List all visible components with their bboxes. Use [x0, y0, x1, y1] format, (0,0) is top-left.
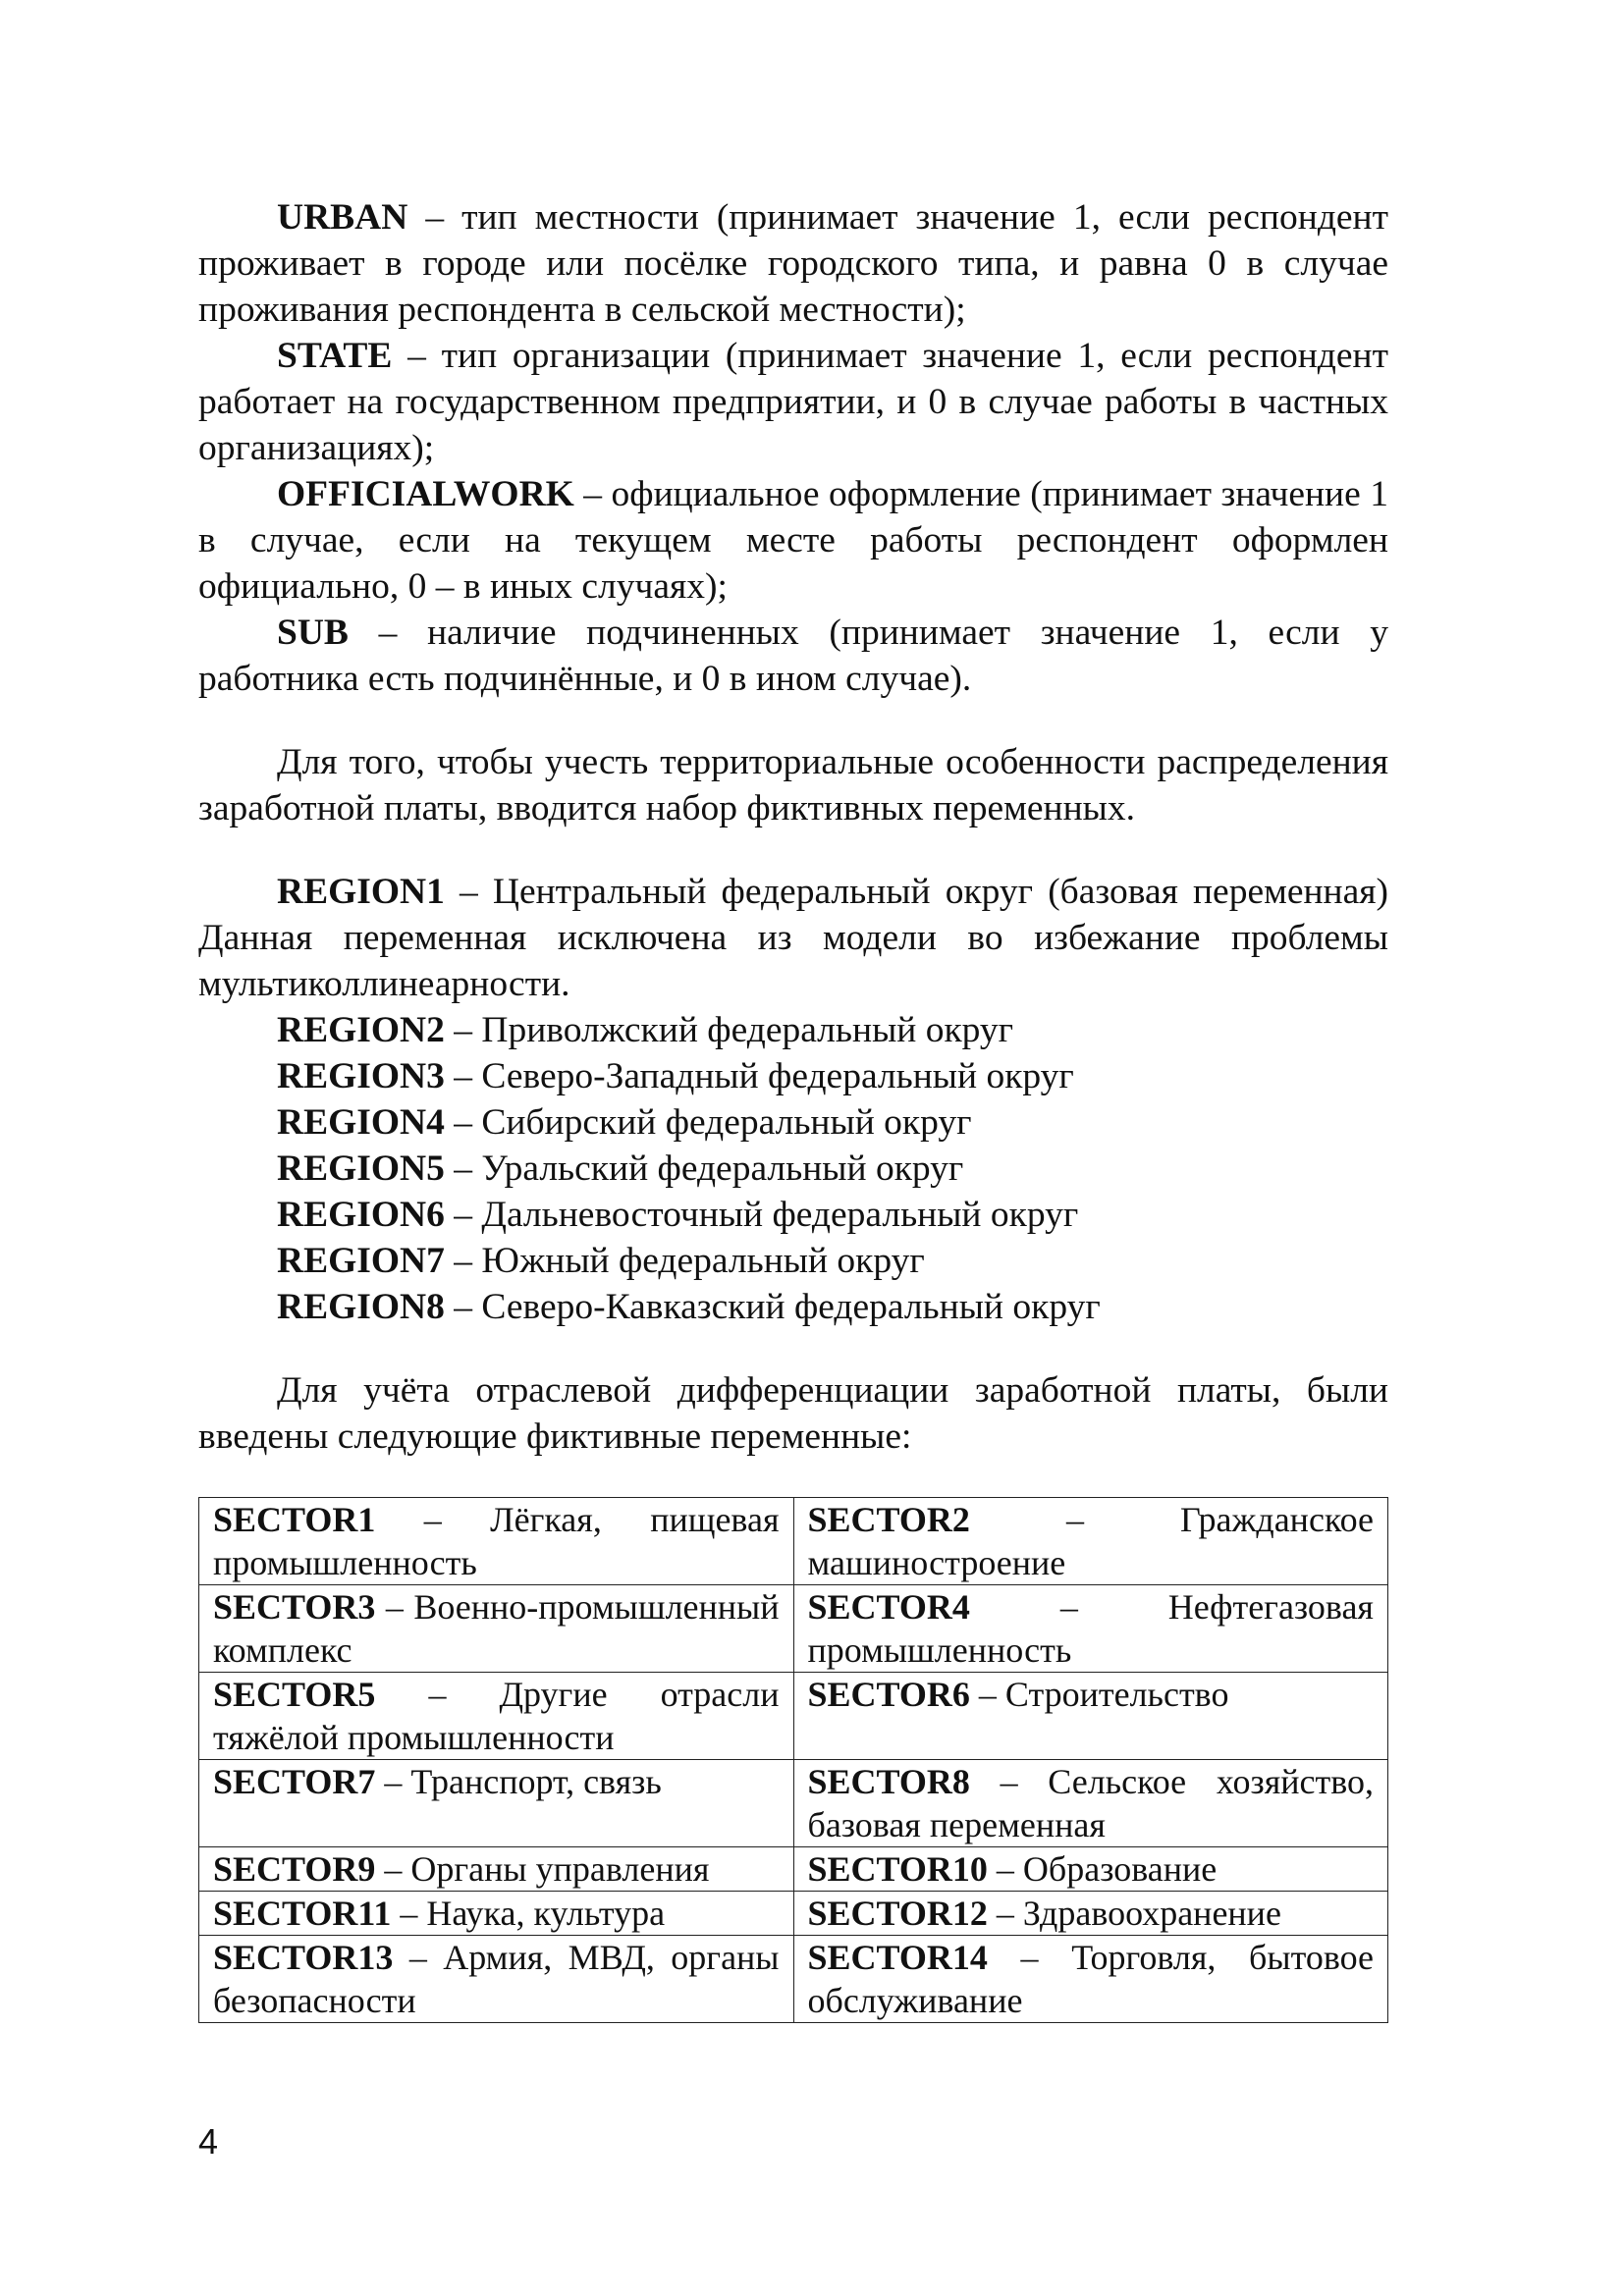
table-cell: [793, 1498, 1388, 1585]
sector-text: – Сельское хозяйство, базовая переменная: [807, 1762, 1374, 1844]
sector-term: SECTOR3: [213, 1587, 376, 1627]
region-text: – Уральский федеральный округ: [444, 1148, 964, 1189]
table-cell: [199, 1673, 794, 1760]
sectors-intro-paragraph: Для учёта отраслевой дифференциации заработной платы, были введены следующие фиктивные переменные:: [198, 1370, 1388, 1457]
region-term: REGION8: [277, 1287, 445, 1327]
sector-text: – Торговля, бытовое обслуживание: [807, 1938, 1374, 2020]
sector-term: SECTOR14: [807, 1938, 988, 1977]
sector-text: – Гражданское машиностроение: [807, 1500, 1374, 1582]
sector-term: SECTOR1: [213, 1500, 376, 1539]
sector-text: – Военно-промышленный комплекс: [213, 1587, 780, 1670]
table-cell: [793, 1936, 1388, 2023]
sector-text: – Здравоохранение: [987, 1894, 1281, 1933]
sector-text: – Органы управления: [375, 1849, 710, 1889]
region-text: – Северо-Западный федеральный округ: [444, 1056, 1074, 1096]
region-term: REGION6: [277, 1195, 445, 1235]
sectors-table: [198, 1497, 1388, 2023]
sector-term: SECTOR6: [807, 1675, 970, 1714]
page-number: 4: [198, 2121, 219, 2162]
table-cell: [199, 1760, 794, 1847]
table-cell: [793, 1673, 1388, 1760]
sector-term: SECTOR5: [213, 1675, 376, 1714]
region-text: – Северо-Кавказский федеральный округ: [444, 1287, 1101, 1327]
region-item: [198, 1146, 1388, 1192]
region-item: [198, 1192, 1388, 1238]
region-text: – Сибирский федеральный округ: [444, 1102, 972, 1143]
sector-text: – Другие отрасли тяжёлой промышленности: [213, 1675, 780, 1757]
table-cell: [793, 1760, 1388, 1847]
table-row: [199, 1673, 1388, 1760]
term-officialwork: OFFICIALWORK: [277, 474, 574, 514]
term-state: STATE: [277, 336, 393, 376]
table-cell: [199, 1498, 794, 1585]
sector-term: SECTOR8: [807, 1762, 970, 1801]
table-cell: [199, 1847, 794, 1892]
region-list: [198, 1007, 1388, 1330]
sector-term: SECTOR9: [213, 1849, 376, 1889]
regions-intro-paragraph: Для того, чтобы учесть территориальные особенности распределения заработной платы, вводится набор фиктивных переменных.: [198, 742, 1388, 828]
page-content: [198, 194, 1388, 2023]
sector-text: – Наука, культура: [391, 1894, 666, 1933]
sector-term: SECTOR12: [807, 1894, 988, 1933]
definition-region1: [198, 869, 1388, 1007]
definition-urban: [198, 194, 1388, 333]
region-text: – Дальневосточный федеральный округ: [444, 1195, 1079, 1235]
table-cell: [793, 1585, 1388, 1673]
table-cell: [199, 1585, 794, 1673]
region-item: [198, 1007, 1388, 1053]
definition-sub: [198, 610, 1388, 702]
sector-text: – Нефтегазовая промышленность: [807, 1587, 1374, 1670]
region-term: REGION4: [277, 1102, 445, 1143]
table-cell: [199, 1936, 794, 2023]
sector-term: SECTOR13: [213, 1938, 394, 1977]
term-sub: SUB: [277, 613, 349, 653]
table-row: [199, 1585, 1388, 1673]
region-item: [198, 1238, 1388, 1284]
definition-text: – тип местности (принимает значение 1, если респондент проживает в городе или посёлке городского типа, и равна 0 в случае проживания респондента в сельской местности);: [198, 197, 1388, 330]
region-item: [198, 1053, 1388, 1099]
region-item: [198, 1099, 1388, 1146]
region-item: [198, 1284, 1388, 1330]
term-region1: REGION1: [277, 872, 445, 912]
table-row: [199, 1892, 1388, 1936]
sector-term: SECTOR11: [213, 1894, 392, 1933]
sector-term: SECTOR2: [807, 1500, 970, 1539]
sector-text: – Армия, МВД, органы безопасности: [213, 1938, 780, 2020]
region-term: REGION7: [277, 1241, 445, 1281]
region-term: REGION2: [277, 1010, 445, 1050]
sector-text: – Транспорт, связь: [375, 1762, 662, 1801]
table-cell: [793, 1847, 1388, 1892]
region-term: REGION3: [277, 1056, 445, 1096]
definition-officialwork: [198, 471, 1388, 610]
definition-text: – наличие подчиненных (принимает значение 1, если у работника есть подчинённые, и 0 в ином случае).: [198, 613, 1388, 699]
region-term: REGION5: [277, 1148, 445, 1189]
definition-text: – официальное оформление (принимает значение 1 в случае, если на текущем месте работы респондент оформлен официально, 0 – в иных случаях);: [198, 474, 1388, 607]
definition-text: – Центральный федеральный округ (базовая переменная) Данная переменная исключена из модели во избежание проблемы мультиколлинеарности.: [198, 872, 1388, 1004]
table-row: [199, 1847, 1388, 1892]
sector-text: – Лёгкая, пищевая промышленность: [213, 1500, 780, 1582]
definition-state: [198, 333, 1388, 471]
sector-term: SECTOR4: [807, 1587, 970, 1627]
table-row: [199, 1498, 1388, 1585]
sector-term: SECTOR7: [213, 1762, 376, 1801]
table-cell: [793, 1892, 1388, 1936]
term-urban: URBAN: [277, 197, 408, 238]
table-row: [199, 1760, 1388, 1847]
definition-text: – тип организации (принимает значение 1, если респондент работает на государственном предприятии, и 0 в случае работы в частных организациях);: [198, 336, 1388, 468]
region-text: – Приволжский федеральный округ: [444, 1010, 1014, 1050]
sector-term: SECTOR10: [807, 1849, 988, 1889]
table-row: [199, 1936, 1388, 2023]
sector-text: – Образование: [987, 1849, 1218, 1889]
table-cell: [199, 1892, 794, 1936]
region-text: – Южный федеральный округ: [444, 1241, 925, 1281]
sector-text: – Строительство: [969, 1675, 1229, 1714]
